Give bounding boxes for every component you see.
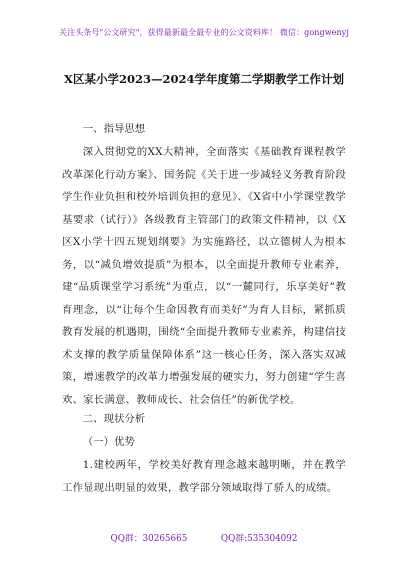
document-title: X区某小学2023—2024学年度第二学期教学工作计划 <box>64 72 344 86</box>
advantage-item-1-text: 1.建校两年，学校美好教育理念越来越明晰，并在教学工作显现出明显的效果，教学部分领域取得了骄人的成绩。 <box>62 459 346 494</box>
qq-group-2: QQ群:535304092 <box>220 534 298 544</box>
guiding-paragraph-text: 深入贯彻党的XX大精神，全面落实《基础教育课程教学改革深化行动方案》、国务院《关于进一步减轻义务教育阶段学生作业负担和校外培训负担的意见》、《X省中小学课堂教学基要求（试行）》各级教育主管部门的政策文件精神，以《X区X小学十四五规划纲要》为实施路径，以立德树人为根本务，以“减负增效提质”为根本，以全面提升教师专业素养，建“品质课堂学习系统”为重点，以“一麓同行，乐享美好”教育理念，以“让每个生命因教育而美好”为育人目标，紧抓质教育发展的机遇期，围绕“全面提升教师专业素养，构建信技术支撑的教学质量保障体系”这一核心任务，深入落实双减策，增速教学的改革力增强发展的硬实力，努力创建“学生喜欢、家长满意、教师成长、社会信任”的新优学校。 <box>62 146 346 406</box>
footer-contact <box>0 533 408 545</box>
promo-banner: 关注头条号"公文研究"，获得最新最全最专业的公文资料库！ 微信：gongwenyj <box>59 28 349 37</box>
advantage-item-1 <box>62 454 346 499</box>
qq-group-1: QQ群：30265665 <box>110 534 188 544</box>
subheading-advantages: （一）优势 <box>82 436 135 448</box>
guiding-paragraph <box>62 141 346 411</box>
section-heading-status: 二、现状分析 <box>82 413 146 425</box>
section-heading-guiding: 一、指导思想 <box>82 123 146 135</box>
